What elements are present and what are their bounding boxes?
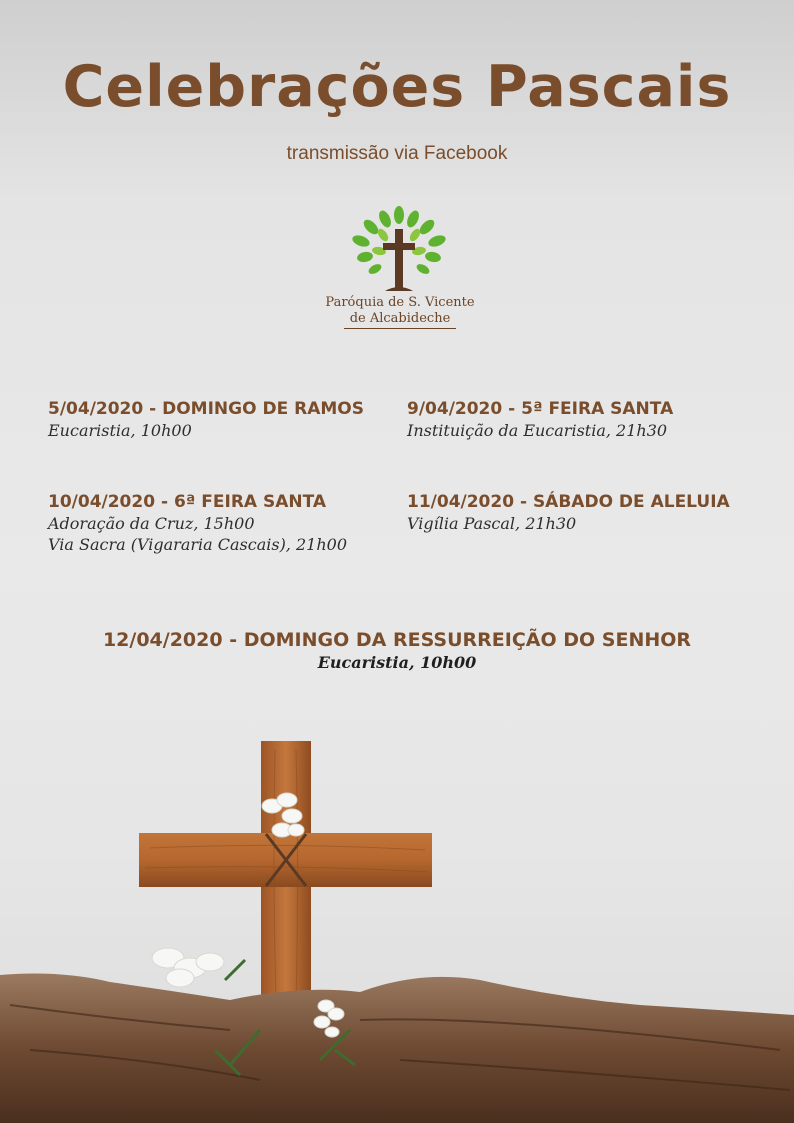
event-heading: 12/04/2020 - DOMINGO DA RESSURREIÇÃO DO SENHOR — [102, 629, 692, 651]
parish-name-line1: Paróquia de S. Vicente — [325, 295, 475, 310]
event-detail: Adoração da Cruz, 15h00 — [48, 514, 255, 533]
event-heading: 11/04/2020 - SÁBADO DE ALELUIA — [407, 492, 730, 512]
wooden-cross-with-flowers-icon — [0, 730, 794, 1123]
event-holy-thursday — [407, 398, 673, 441]
event-heading: 9/04/2020 - 5ª FEIRA SANTA — [407, 399, 674, 419]
tree-cross-icon — [345, 205, 455, 295]
event-heading: 5/04/2020 - DOMINGO DE RAMOS — [48, 399, 364, 419]
event-detail: Vigília Pascal, 21h30 — [407, 514, 577, 533]
event-detail: Eucaristia, 10h00 — [317, 653, 477, 672]
event-holy-saturday — [407, 491, 730, 534]
parish-name — [300, 295, 500, 329]
parish-name-line2: de Alcabideche — [344, 311, 457, 329]
event-detail: Eucaristia, 10h00 — [48, 421, 192, 440]
driftwood — [0, 974, 794, 1123]
event-palm-sunday — [48, 398, 364, 441]
page-subtitle: transmissão via Facebook — [286, 143, 508, 164]
event-heading: 10/04/2020 - 6ª FEIRA SANTA — [48, 492, 327, 512]
event-detail: Instituição da Eucaristia, 21h30 — [407, 421, 668, 440]
event-good-friday — [48, 491, 347, 555]
page-title: Celebrações Pascais — [62, 54, 732, 120]
white-flower-icon — [152, 948, 224, 987]
parish-logo — [300, 205, 500, 335]
event-easter-sunday — [0, 628, 794, 673]
event-detail: Via Sacra (Vigararia Cascais), 21h00 — [48, 535, 347, 554]
